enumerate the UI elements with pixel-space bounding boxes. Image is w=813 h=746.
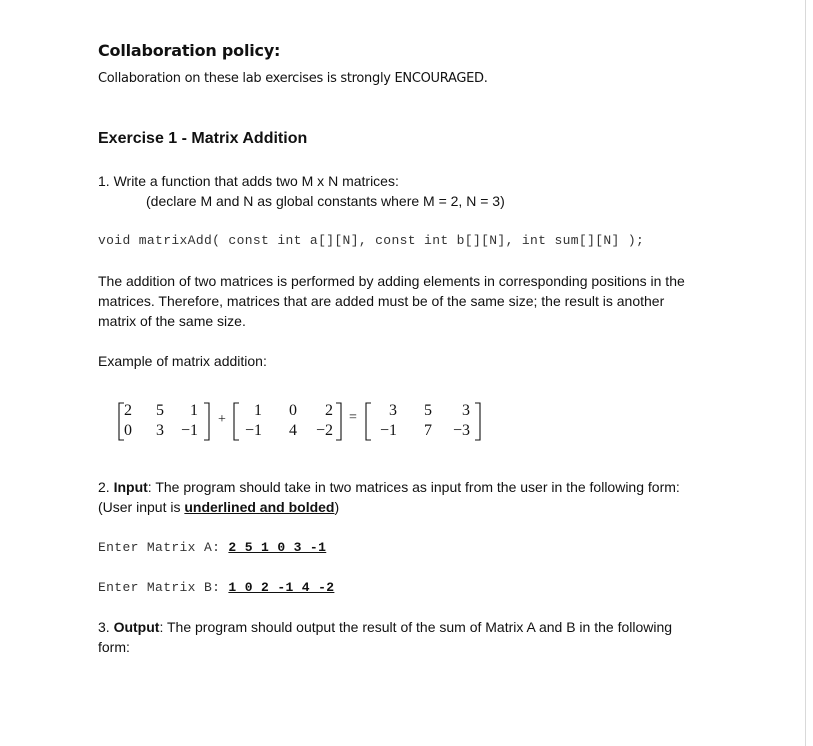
input-line-2 bbox=[98, 497, 339, 517]
matrix-sum-cell: 3 bbox=[462, 402, 470, 419]
matrix-a-cell: −1 bbox=[180, 422, 198, 439]
matrix-b bbox=[230, 401, 348, 443]
input-number: 2. bbox=[98, 479, 110, 495]
input-line-1 bbox=[98, 477, 680, 497]
matrix-a-cell: 5 bbox=[156, 402, 164, 419]
input-line2-suffix: ) bbox=[334, 499, 340, 515]
matrix-b-cell: 4 bbox=[289, 422, 297, 439]
description-line-1: The addition of two matrices is performed by adding elements in corresponding positions in the bbox=[98, 273, 685, 289]
equals-sign: = bbox=[349, 410, 357, 425]
matrix-sum-cell: 5 bbox=[424, 402, 432, 419]
output-number: 3. bbox=[98, 619, 110, 635]
exercise-title: Exercise 1 - Matrix Addition bbox=[98, 130, 308, 147]
description-line-3: matrix of the same size. bbox=[98, 313, 246, 329]
matrix-b-cell: −2 bbox=[315, 422, 333, 439]
prompt-b-value: 1 0 2 -1 4 -2 bbox=[228, 580, 335, 595]
policy-text: Collaboration on these lab exercises is strongly ENCOURAGED. bbox=[98, 71, 488, 86]
prompt-a-value: 2 5 1 0 3 -1 bbox=[228, 540, 327, 555]
matrix-sum bbox=[362, 401, 484, 443]
step1-line1: 1. Write a function that adds two M x N matrices: bbox=[98, 173, 399, 189]
matrix-a-cell: 3 bbox=[156, 422, 164, 439]
function-signature: void matrixAdd( const int a[][N], const int b[][N], int sum[][N] ); bbox=[98, 233, 645, 248]
output-line-2: form: bbox=[98, 639, 130, 655]
matrix-a-cell: 0 bbox=[124, 422, 132, 439]
matrix-b-cell: 0 bbox=[289, 402, 297, 419]
matrix-a-cell: 1 bbox=[190, 402, 198, 419]
matrix-sum-cell: −3 bbox=[452, 422, 470, 439]
input-line2-prefix: (User input is bbox=[98, 499, 185, 515]
output-text: : The program should output the result of the sum of Matrix A and B in the following bbox=[159, 619, 673, 635]
output-line-1 bbox=[98, 617, 672, 637]
matrix-a bbox=[114, 401, 214, 443]
matrix-b-cell: 1 bbox=[254, 402, 262, 419]
description-line-2: matrices. Therefore, matrices that are added must be of the same size; the result is another bbox=[98, 293, 665, 309]
matrix-sum-cell: 3 bbox=[389, 402, 397, 419]
matrix-a-cell: 2 bbox=[124, 402, 132, 419]
step1-line2: (declare M and N as global constants where M = 2, N = 3) bbox=[146, 193, 505, 209]
prompt-matrix-a bbox=[98, 540, 326, 555]
policy-heading: Collaboration policy: bbox=[98, 41, 281, 60]
example-label: Example of matrix addition: bbox=[98, 353, 267, 369]
output-label: Output bbox=[113, 619, 160, 635]
prompt-b-label: Enter Matrix B: bbox=[98, 580, 229, 595]
matrix-sum-cell: 7 bbox=[424, 422, 432, 439]
prompt-a-label: Enter Matrix A: bbox=[98, 540, 229, 555]
input-label: Input bbox=[113, 479, 148, 495]
matrix-b-cell: 2 bbox=[325, 402, 333, 419]
plus-sign: + bbox=[218, 412, 226, 427]
input-text: : The program should take in two matrices as input from the user in the following form: bbox=[147, 479, 680, 495]
matrix-sum-cell: −1 bbox=[379, 422, 397, 439]
matrix-b-cell: −1 bbox=[244, 422, 262, 439]
input-line2-emphasis: underlined and bolded bbox=[184, 499, 335, 515]
prompt-matrix-b bbox=[98, 580, 334, 595]
